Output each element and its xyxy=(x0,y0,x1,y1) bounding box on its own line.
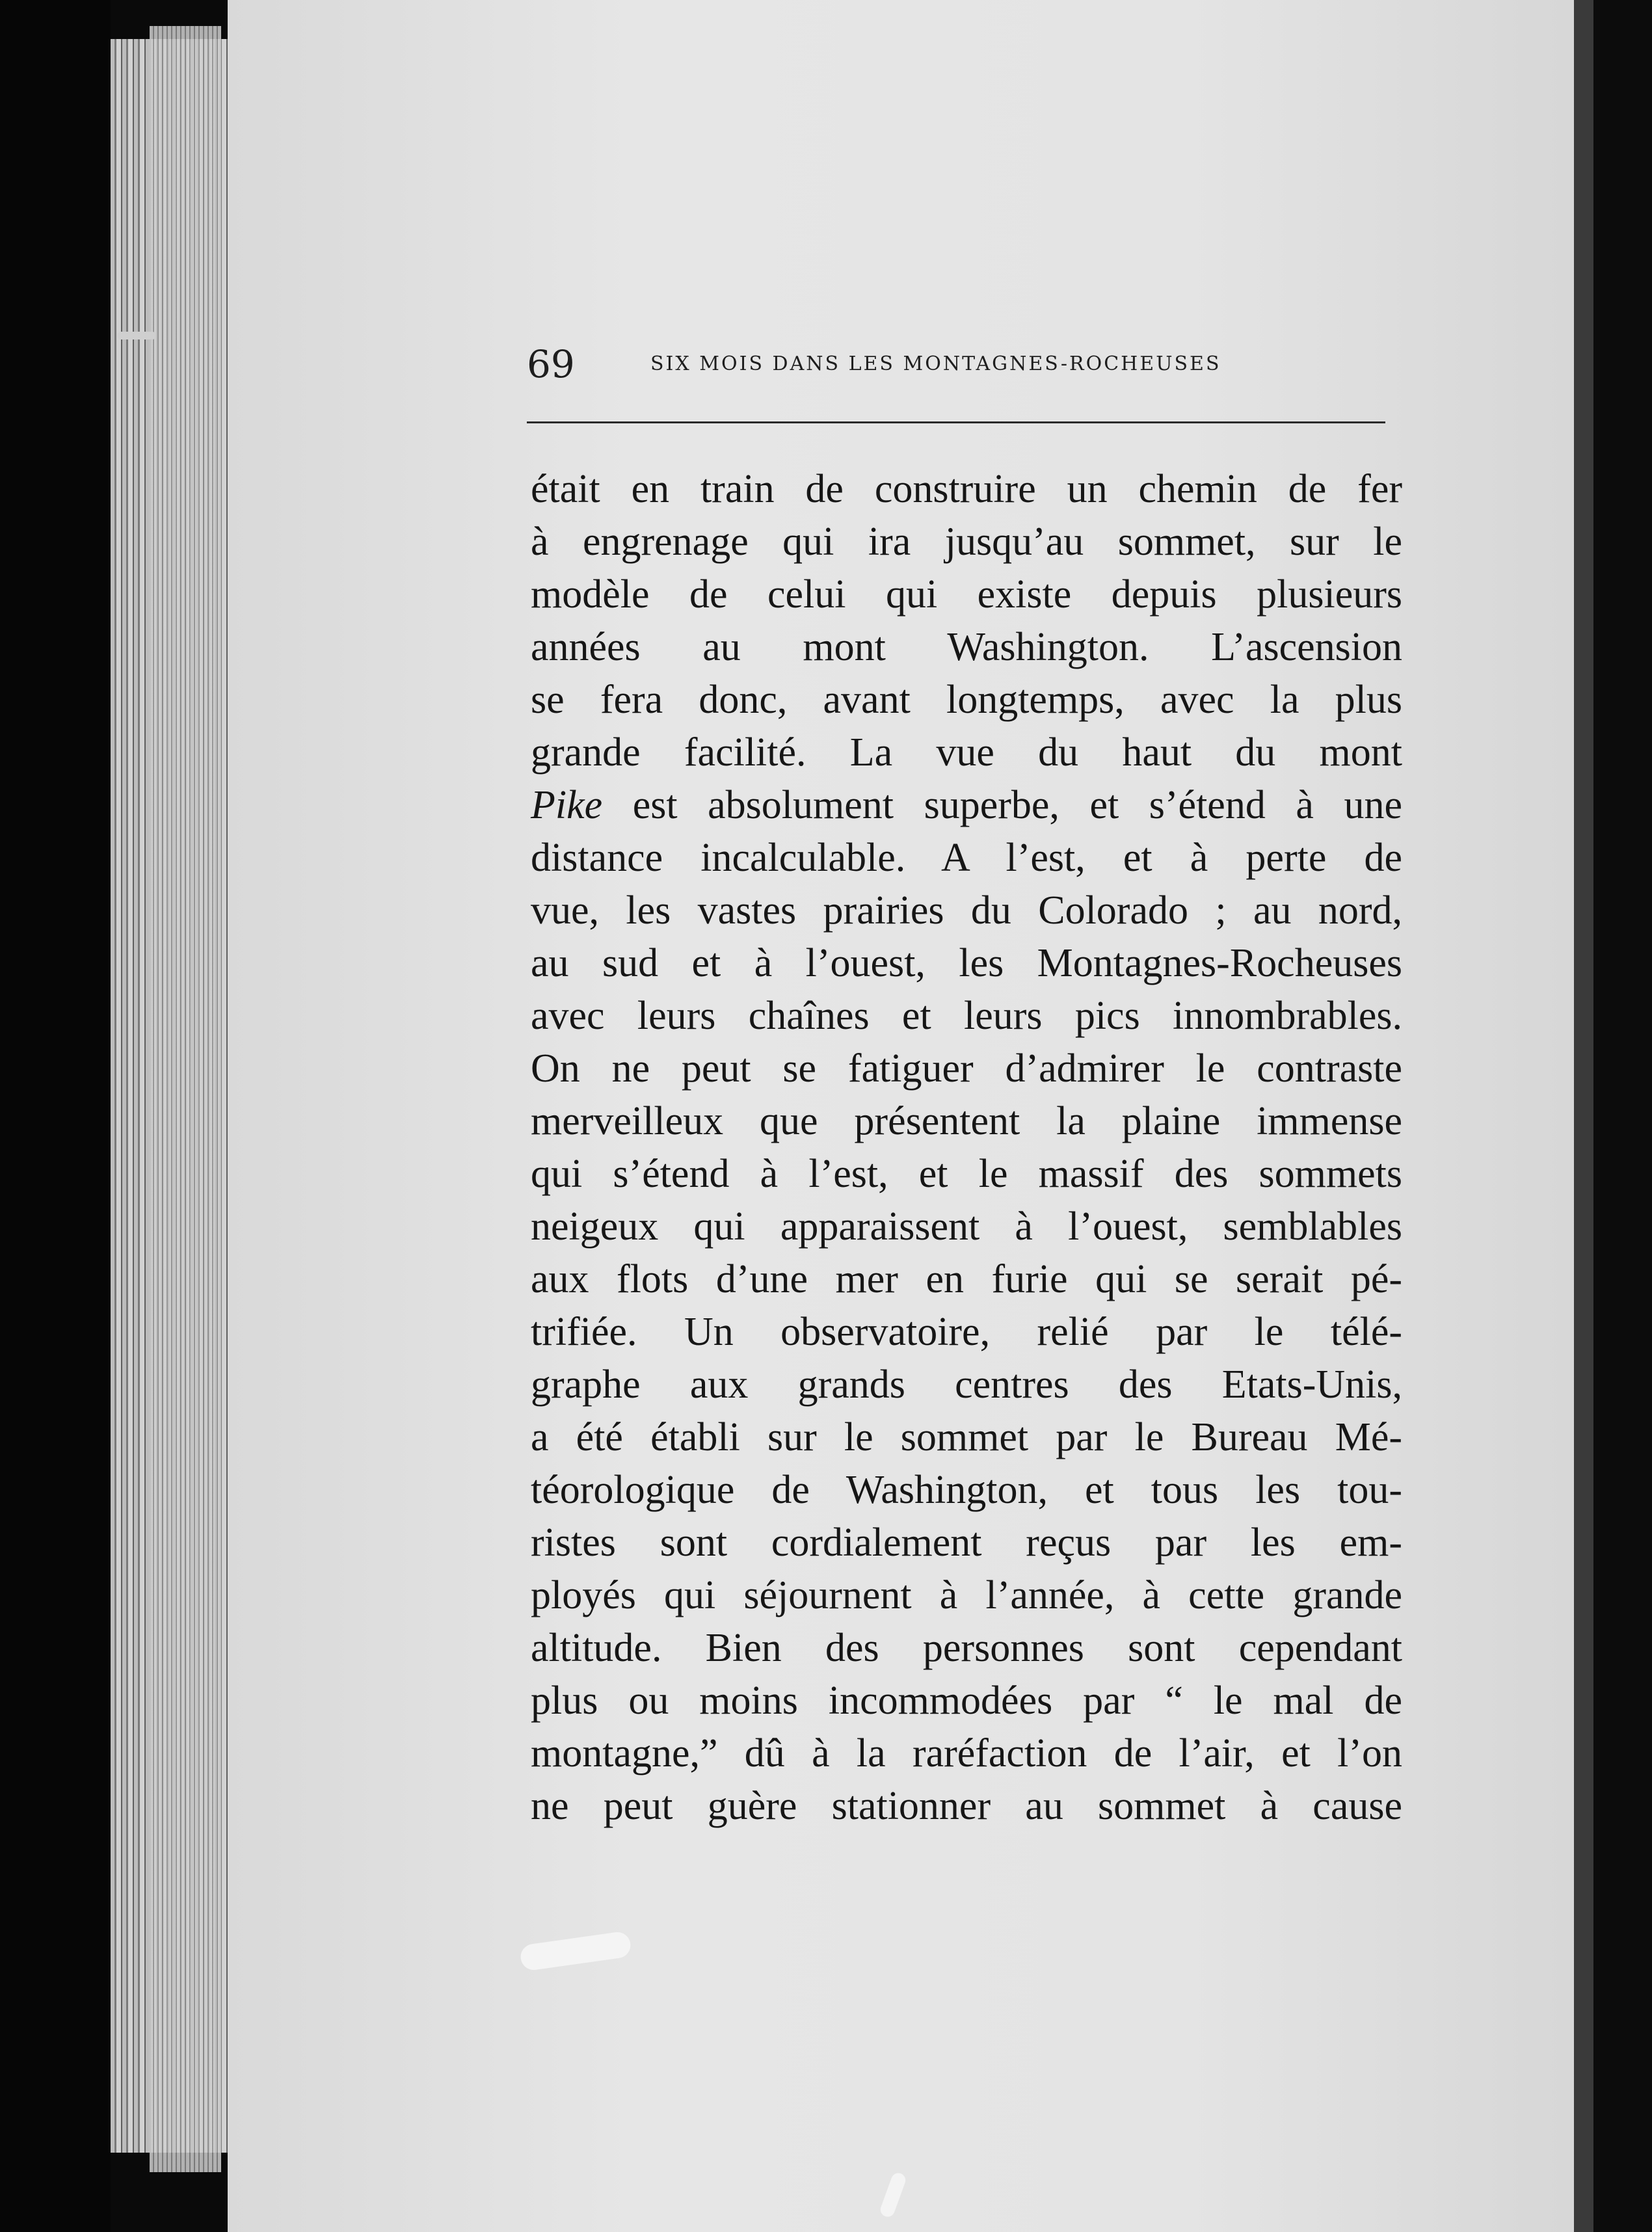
running-title: SIX MOIS DANS LES MONTAGNES-ROCHEUSES xyxy=(650,352,1221,375)
text-line: trifiée. Un observatoire, relié par le télé- xyxy=(531,1310,1402,1354)
text-line: était en train de construire un chemin de fer xyxy=(531,467,1402,511)
text-line-with-italic xyxy=(531,779,1402,832)
running-head xyxy=(527,338,1392,390)
italic-word-pike: Pike xyxy=(531,783,603,827)
page-number: 69 xyxy=(527,342,575,386)
text-line: au sud et à l’ouest, les Montagnes-Rocheuses xyxy=(531,941,1402,985)
text-line: à engrenage qui ira jusqu’au sommet, sur le xyxy=(531,520,1402,564)
text-line: On ne peut se fatiguer d’admirer le contraste xyxy=(531,1046,1402,1091)
book-page-edges-inner xyxy=(150,26,221,2172)
text-line: avec leurs chaînes et leurs pics innombrables. xyxy=(531,994,1402,1038)
text-line: années au mont Washington. L’ascension xyxy=(531,625,1402,669)
header-rule xyxy=(527,421,1385,423)
text-line: modèle de celui qui existe depuis plusieurs xyxy=(531,572,1402,617)
text-line: altitude. Bien des personnes sont cependant xyxy=(531,1626,1402,1670)
text-line: se fera donc, avant longtemps, avec la plus xyxy=(531,678,1402,722)
film-dust-mark xyxy=(117,332,156,339)
text-line: distance incalculable. A l’est, et à perte de xyxy=(531,836,1402,880)
text-line: montagne,” dû à la raréfaction de l’air, et l’on xyxy=(531,1731,1402,1775)
scan-right-margin xyxy=(1593,0,1652,2232)
text-line: ne peut guère stationner au sommet à cause xyxy=(531,1784,1402,1828)
text-line: plus ou moins incommodées par “ le mal de xyxy=(531,1679,1402,1723)
text-line: vue, les vastes prairies du Colorado ; au nord, xyxy=(531,888,1402,933)
scan-left-margin xyxy=(0,0,111,2232)
text-line: graphe aux grands centres des Etats-Unis, xyxy=(531,1362,1402,1407)
scan-right-strip xyxy=(1574,0,1593,2232)
text-line: a été établi sur le sommet par le Bureau Mé- xyxy=(531,1415,1402,1459)
text-line: merveilleux que présentent la plaine immense xyxy=(531,1099,1402,1143)
text-line: aux flots d’une mer en furie qui se serait pé- xyxy=(531,1257,1402,1301)
body-text xyxy=(531,463,1402,1833)
text-line: ployés qui séjournent à l’année, à cette grande xyxy=(531,1573,1402,1617)
text-line-rest: est absolument superbe, et s’étend à une xyxy=(632,783,1403,827)
text-line: téorologique de Washington, et tous les tou- xyxy=(531,1468,1402,1512)
text-line: qui s’étend à l’est, et le massif des sommets xyxy=(531,1152,1402,1196)
text-line: grande facilité. La vue du haut du mont xyxy=(531,730,1402,775)
text-line: ristes sont cordialement reçus par les em- xyxy=(531,1521,1402,1565)
text-line: neigeux qui apparaissent à l’ouest, semblables xyxy=(531,1204,1402,1249)
